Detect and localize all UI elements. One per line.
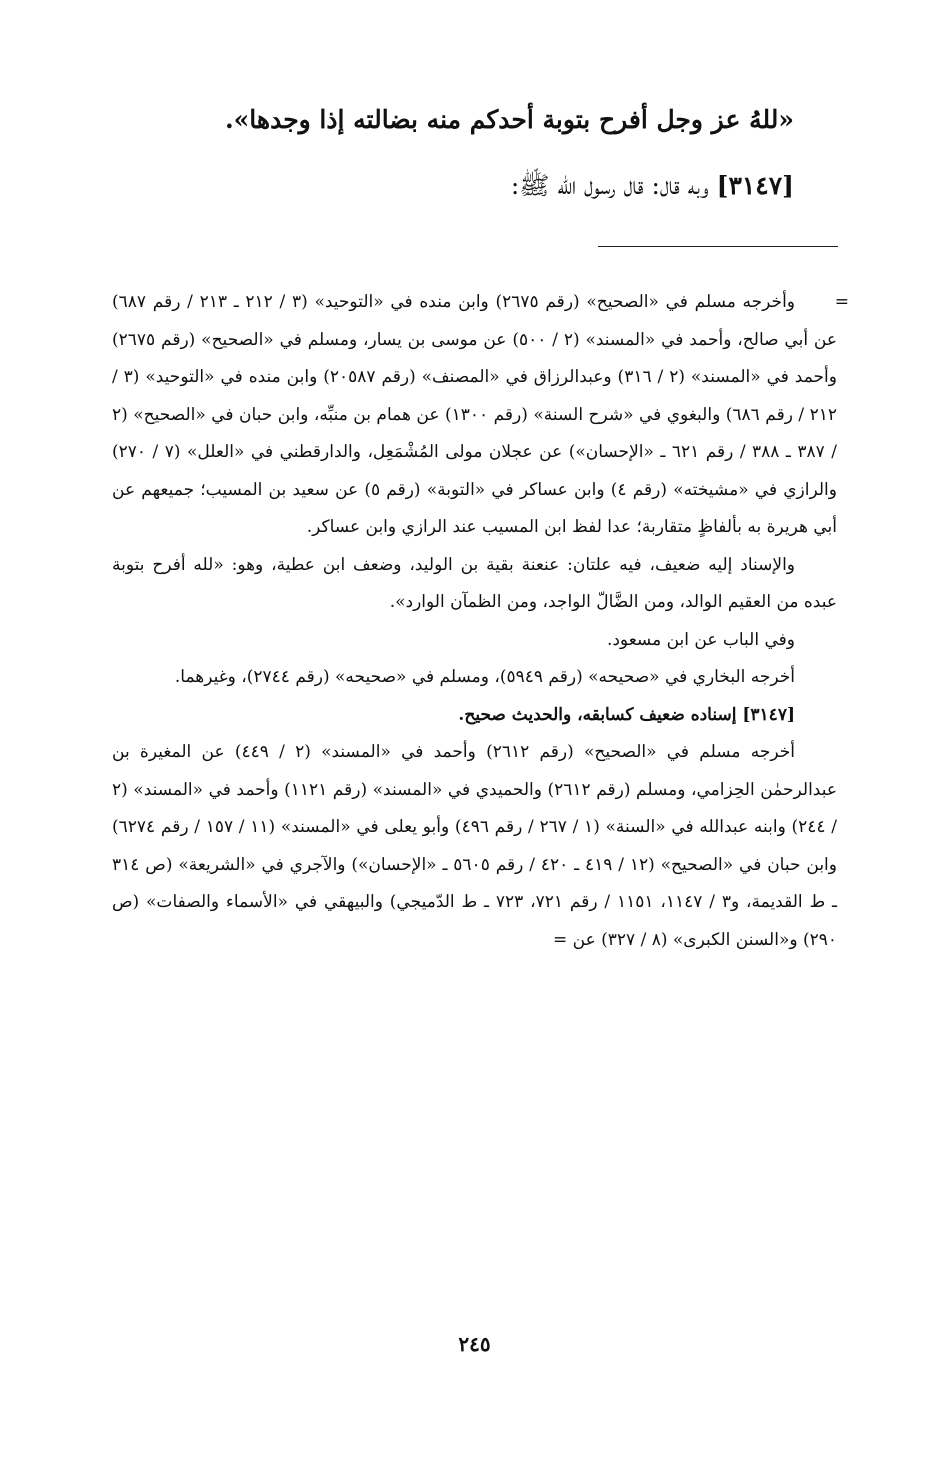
footnote-paragraph: وأخرجه مسلم في «الصحيح» (رقم ٢٦٧٥) وابن منده في «التوحيد» (٣ / ٢١٢ ـ ٢١٣ / رقم ٦٨٧) عن أبي صالح، وأحمد في «المسند» (٢ / ٥٠٠) عن موسى بن يسار، ومسلم في «الصحيح» (رقم ٢٦٧٥) وأحمد في «المسند» (٢ / ٣١٦) وعبدالرزاق في «المصنف» (رقم ٢٠٥٨٧) وابن منده في «التوحيد» (٣ / ٢١٢ / رقم ٦٨٦) والبغوي في «شرح السنة» (رقم ١٣٠٠) عن همام بن منبِّه، وابن حبان في «الصحيح» (٢ / ٣٨٧ ـ ٣٨٨ / رقم ٦٢١ ـ «الإحسان») عن عجلان مولى المُشْمَعِل، والدارقطني في «العلل» (٧ / ٢٧٠) والرازي في «مشيخته» (رقم ٤) وابن عساكر في «التوبة» (رقم ٥) عن سعيد بن المسيب؛ جميعهم عن أبي هريرة به بألفاظٍ متقاربة؛ عدا لفظ ابن المسيب عند الرازي وابن عساكر. [112,292,837,537]
footnotes [112,284,837,959]
page-number: ٢٤٥ [458,1332,491,1356]
continuation-mark: = [834,292,849,312]
hadith-intro: وبه قال: قال رسول الله ﷺ: [510,171,717,200]
hadith-number: [٣١٤٧] [716,171,794,200]
footnote-divider [598,246,838,247]
hadith-text-ending: «للهُ عز وجل أفرح بتوبة أحدكم منه بضالته إذا وجدها». [224,105,794,134]
footnote-paragraph: وفي الباب عن ابن مسعود. [606,629,795,650]
footnote-paragraph: أخرجه البخاري في «صحيحه» (رقم ٥٩٤٩)، ومسلم في «صحيحه» (رقم ٢٧٤٤)، وغيرهما. [174,667,795,687]
hadith-header [100,170,794,207]
footnote-paragraph: والإسناد إليه ضعيف، فيه علتان: عنعنة بقية بن الوليد، وضعف ابن عطية، وهو: «لله أفرح بتوبة عبده من العقيم الوالد، ومن الضَّالّ الواجد، ومن الظمآن الوارد». [112,554,837,612]
footnote-paragraph: أخرجه مسلم في «الصحيح» (رقم ٢٦١٢) وأحمد في «المسند» (٢ / ٤٤٩) عن المغيرة بن عبدالرحمٰن الحِزامي، ومسلم (رقم ٢٦١٢) والحميدي في «المسند» (رقم ١١٢١) وأحمد في «المسند» (٢ / ٢٤٤) وابنه عبدالله في «السنة» (١ / ٢٦٧ / رقم ٤٩٦) وأبو يعلى في «المسند» (١١ / ١٥٧ / رقم ٦٢٧٤) وابن حبان في «الصحيح» (١٢ / ٤١٩ ـ ٤٢٠ / رقم ٥٦٠٥ ـ «الإحسان») والآجري في «الشريعة» (ص ٣١٤ ـ ط القديمة، و٣ / ١١٤٧، ١١٥١ / رقم ٧٢١، ٧٢٣ ـ ط الدّميجي) والبيهقي في «الأسماء والصفات» (ص ٢٩٠) و«السنن الكبرى» (٨ / ٣٢٧) عن = [112,742,838,950]
footnote-hadith-grading: [٣١٤٧] إسناده ضعيف كسابقه، والحديث صحيح. [458,704,795,725]
